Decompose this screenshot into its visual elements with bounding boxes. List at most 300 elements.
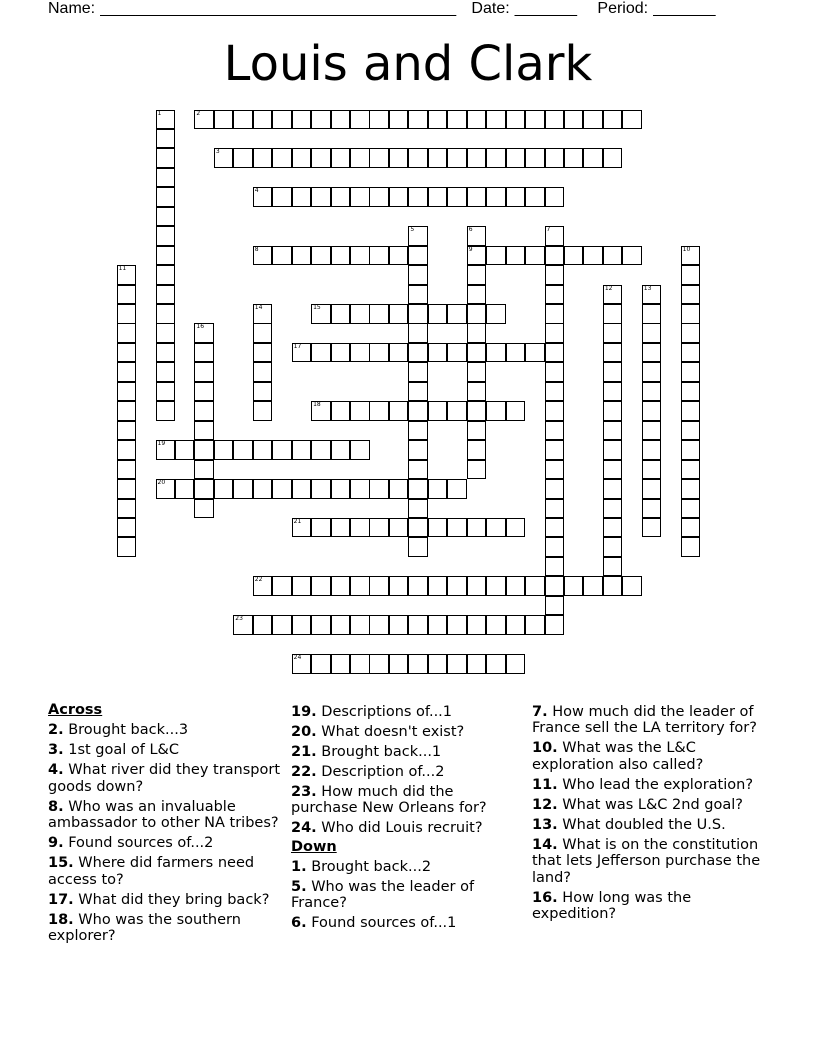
- grid-cell[interactable]: [603, 246, 623, 266]
- grid-cell[interactable]: [525, 343, 545, 363]
- grid-cell[interactable]: [467, 226, 487, 246]
- grid-cell[interactable]: [389, 401, 409, 421]
- grid-cell[interactable]: [486, 148, 506, 168]
- grid-cell[interactable]: [156, 343, 176, 363]
- grid-cell[interactable]: [175, 440, 195, 460]
- grid-cell[interactable]: [272, 148, 292, 168]
- grid-cell[interactable]: [253, 246, 273, 266]
- grid-cell[interactable]: [311, 401, 331, 421]
- grid-cell[interactable]: [214, 148, 234, 168]
- grid-cell[interactable]: [194, 323, 214, 343]
- grid-cell[interactable]: [408, 187, 428, 207]
- grid-cell[interactable]: [194, 110, 214, 130]
- grid-cell[interactable]: [467, 323, 487, 343]
- grid-cell[interactable]: [194, 421, 214, 441]
- grid-cell[interactable]: [545, 460, 565, 480]
- grid-cell[interactable]: [156, 323, 176, 343]
- grid-cell[interactable]: [603, 499, 623, 519]
- grid-cell[interactable]: [214, 110, 234, 130]
- grid-cell[interactable]: [408, 362, 428, 382]
- grid-cell[interactable]: [253, 615, 273, 635]
- grid-cell[interactable]: [545, 401, 565, 421]
- grid-cell[interactable]: [350, 148, 370, 168]
- grid-cell[interactable]: [545, 499, 565, 519]
- grid-cell[interactable]: [272, 479, 292, 499]
- grid-cell[interactable]: [350, 479, 370, 499]
- grid-cell[interactable]: [156, 148, 176, 168]
- grid-cell[interactable]: [408, 499, 428, 519]
- grid-cell[interactable]: [350, 246, 370, 266]
- grid-cell[interactable]: [117, 421, 137, 441]
- date-blank[interactable]: _______: [514, 0, 578, 17]
- grid-cell[interactable]: [272, 246, 292, 266]
- grid-cell[interactable]: [369, 304, 389, 324]
- grid-cell[interactable]: [486, 615, 506, 635]
- grid-cell[interactable]: [506, 401, 526, 421]
- grid-cell[interactable]: [525, 576, 545, 596]
- grid-cell[interactable]: [408, 285, 428, 305]
- grid-cell[interactable]: [428, 343, 448, 363]
- grid-cell[interactable]: [603, 285, 623, 305]
- grid-cell[interactable]: [603, 479, 623, 499]
- grid-cell[interactable]: [642, 343, 662, 363]
- grid-cell[interactable]: [253, 304, 273, 324]
- grid-cell[interactable]: [642, 518, 662, 538]
- grid-cell[interactable]: [467, 187, 487, 207]
- grid-cell[interactable]: [117, 518, 137, 538]
- grid-cell[interactable]: [117, 343, 137, 363]
- grid-cell[interactable]: [272, 110, 292, 130]
- grid-cell[interactable]: [642, 285, 662, 305]
- grid-cell[interactable]: [369, 246, 389, 266]
- grid-cell[interactable]: [525, 110, 545, 130]
- grid-cell[interactable]: [408, 460, 428, 480]
- grid-cell[interactable]: [194, 460, 214, 480]
- grid-cell[interactable]: [681, 343, 701, 363]
- grid-cell[interactable]: [369, 518, 389, 538]
- grid-cell[interactable]: [545, 382, 565, 402]
- grid-cell[interactable]: [447, 187, 467, 207]
- grid-cell[interactable]: [214, 440, 234, 460]
- grid-cell[interactable]: [467, 576, 487, 596]
- grid-cell[interactable]: [525, 246, 545, 266]
- grid-cell[interactable]: [194, 479, 214, 499]
- grid-cell[interactable]: [525, 148, 545, 168]
- grid-cell[interactable]: [428, 576, 448, 596]
- grid-cell[interactable]: [253, 362, 273, 382]
- grid-cell[interactable]: [350, 401, 370, 421]
- grid-cell[interactable]: [369, 654, 389, 674]
- grid-cell[interactable]: [428, 110, 448, 130]
- grid-cell[interactable]: [369, 110, 389, 130]
- grid-cell[interactable]: [408, 304, 428, 324]
- grid-cell[interactable]: [331, 401, 351, 421]
- grid-cell[interactable]: [545, 557, 565, 577]
- grid-cell[interactable]: [292, 440, 312, 460]
- grid-cell[interactable]: [389, 187, 409, 207]
- grid-cell[interactable]: [681, 499, 701, 519]
- grid-cell[interactable]: [681, 382, 701, 402]
- grid-cell[interactable]: [467, 343, 487, 363]
- grid-cell[interactable]: [447, 518, 467, 538]
- grid-cell[interactable]: [331, 110, 351, 130]
- grid-cell[interactable]: [253, 440, 273, 460]
- grid-cell[interactable]: [642, 304, 662, 324]
- grid-cell[interactable]: [194, 499, 214, 519]
- grid-cell[interactable]: [428, 304, 448, 324]
- grid-cell[interactable]: [467, 421, 487, 441]
- grid-cell[interactable]: [545, 596, 565, 616]
- grid-cell[interactable]: [408, 654, 428, 674]
- grid-cell[interactable]: [486, 304, 506, 324]
- grid-cell[interactable]: [564, 110, 584, 130]
- grid-cell[interactable]: [486, 654, 506, 674]
- grid-cell[interactable]: [506, 654, 526, 674]
- grid-cell[interactable]: [486, 187, 506, 207]
- grid-cell[interactable]: [156, 479, 176, 499]
- grid-cell[interactable]: [642, 460, 662, 480]
- grid-cell[interactable]: [214, 479, 234, 499]
- grid-cell[interactable]: [486, 110, 506, 130]
- grid-cell[interactable]: [467, 654, 487, 674]
- grid-cell[interactable]: [545, 187, 565, 207]
- grid-cell[interactable]: [642, 382, 662, 402]
- grid-cell[interactable]: [486, 576, 506, 596]
- grid-cell[interactable]: [389, 246, 409, 266]
- grid-cell[interactable]: [253, 576, 273, 596]
- grid-cell[interactable]: [583, 110, 603, 130]
- grid-cell[interactable]: [350, 343, 370, 363]
- grid-cell[interactable]: [156, 207, 176, 227]
- grid-cell[interactable]: [389, 576, 409, 596]
- grid-cell[interactable]: [117, 401, 137, 421]
- grid-cell[interactable]: [506, 148, 526, 168]
- grid-cell[interactable]: [681, 304, 701, 324]
- grid-cell[interactable]: [408, 343, 428, 363]
- grid-cell[interactable]: [545, 576, 565, 596]
- grid-cell[interactable]: [408, 323, 428, 343]
- grid-cell[interactable]: [428, 615, 448, 635]
- grid-cell[interactable]: [253, 148, 273, 168]
- grid-cell[interactable]: [253, 323, 273, 343]
- grid-cell[interactable]: [331, 615, 351, 635]
- grid-cell[interactable]: [506, 110, 526, 130]
- grid-cell[interactable]: [447, 401, 467, 421]
- grid-cell[interactable]: [467, 615, 487, 635]
- grid-cell[interactable]: [389, 615, 409, 635]
- grid-cell[interactable]: [681, 460, 701, 480]
- grid-cell[interactable]: [331, 343, 351, 363]
- grid-cell[interactable]: [603, 557, 623, 577]
- grid-cell[interactable]: [311, 343, 331, 363]
- period-blank[interactable]: _______: [653, 0, 716, 17]
- grid-cell[interactable]: [545, 148, 565, 168]
- grid-cell[interactable]: [545, 110, 565, 130]
- grid-cell[interactable]: [506, 246, 526, 266]
- grid-cell[interactable]: [603, 421, 623, 441]
- grid-cell[interactable]: [292, 518, 312, 538]
- grid-cell[interactable]: [447, 110, 467, 130]
- grid-cell[interactable]: [408, 440, 428, 460]
- grid-cell[interactable]: [194, 440, 214, 460]
- grid-cell[interactable]: [253, 401, 273, 421]
- grid-cell[interactable]: [253, 343, 273, 363]
- grid-cell[interactable]: [603, 382, 623, 402]
- grid-cell[interactable]: [156, 168, 176, 188]
- grid-cell[interactable]: [545, 304, 565, 324]
- grid-cell[interactable]: [156, 187, 176, 207]
- grid-cell[interactable]: [408, 246, 428, 266]
- grid-cell[interactable]: [369, 148, 389, 168]
- grid-cell[interactable]: [603, 401, 623, 421]
- grid-cell[interactable]: [253, 382, 273, 402]
- grid-cell[interactable]: [233, 615, 253, 635]
- grid-cell[interactable]: [681, 401, 701, 421]
- grid-cell[interactable]: [681, 421, 701, 441]
- grid-cell[interactable]: [389, 479, 409, 499]
- grid-cell[interactable]: [467, 362, 487, 382]
- grid-cell[interactable]: [545, 226, 565, 246]
- grid-cell[interactable]: [350, 440, 370, 460]
- grid-cell[interactable]: [642, 362, 662, 382]
- grid-cell[interactable]: [681, 537, 701, 557]
- grid-cell[interactable]: [545, 615, 565, 635]
- grid-cell[interactable]: [447, 148, 467, 168]
- grid-cell[interactable]: [389, 654, 409, 674]
- grid-cell[interactable]: [545, 479, 565, 499]
- grid-cell[interactable]: [603, 440, 623, 460]
- grid-cell[interactable]: [311, 440, 331, 460]
- grid-cell[interactable]: [525, 187, 545, 207]
- grid-cell[interactable]: [292, 343, 312, 363]
- grid-cell[interactable]: [408, 226, 428, 246]
- grid-cell[interactable]: [545, 246, 565, 266]
- grid-cell[interactable]: [603, 343, 623, 363]
- grid-cell[interactable]: [428, 401, 448, 421]
- grid-cell[interactable]: [447, 615, 467, 635]
- grid-cell[interactable]: [467, 148, 487, 168]
- grid-cell[interactable]: [311, 615, 331, 635]
- grid-cell[interactable]: [117, 499, 137, 519]
- grid-cell[interactable]: [642, 479, 662, 499]
- grid-cell[interactable]: [681, 323, 701, 343]
- grid-cell[interactable]: [117, 479, 137, 499]
- grid-cell[interactable]: [156, 382, 176, 402]
- grid-cell[interactable]: [233, 148, 253, 168]
- grid-cell[interactable]: [331, 518, 351, 538]
- grid-cell[interactable]: [642, 499, 662, 519]
- grid-cell[interactable]: [583, 576, 603, 596]
- grid-cell[interactable]: [253, 187, 273, 207]
- grid-cell[interactable]: [428, 518, 448, 538]
- grid-cell[interactable]: [194, 362, 214, 382]
- grid-cell[interactable]: [156, 129, 176, 149]
- grid-cell[interactable]: [408, 576, 428, 596]
- grid-cell[interactable]: [408, 401, 428, 421]
- grid-cell[interactable]: [486, 246, 506, 266]
- grid-cell[interactable]: [117, 323, 137, 343]
- grid-cell[interactable]: [117, 460, 137, 480]
- grid-cell[interactable]: [350, 654, 370, 674]
- grid-cell[interactable]: [681, 265, 701, 285]
- grid-cell[interactable]: [331, 479, 351, 499]
- grid-cell[interactable]: [642, 421, 662, 441]
- grid-cell[interactable]: [117, 440, 137, 460]
- grid-cell[interactable]: [545, 323, 565, 343]
- grid-cell[interactable]: [428, 187, 448, 207]
- grid-cell[interactable]: [603, 460, 623, 480]
- grid-cell[interactable]: [369, 479, 389, 499]
- grid-cell[interactable]: [292, 148, 312, 168]
- grid-cell[interactable]: [156, 285, 176, 305]
- grid-cell[interactable]: [545, 362, 565, 382]
- grid-cell[interactable]: [194, 401, 214, 421]
- grid-cell[interactable]: [117, 382, 137, 402]
- grid-cell[interactable]: [350, 304, 370, 324]
- grid-cell[interactable]: [467, 265, 487, 285]
- grid-cell[interactable]: [603, 576, 623, 596]
- grid-cell[interactable]: [603, 362, 623, 382]
- grid-cell[interactable]: [369, 615, 389, 635]
- grid-cell[interactable]: [156, 110, 176, 130]
- grid-cell[interactable]: [467, 518, 487, 538]
- grid-cell[interactable]: [408, 265, 428, 285]
- grid-cell[interactable]: [467, 460, 487, 480]
- grid-cell[interactable]: [331, 246, 351, 266]
- grid-cell[interactable]: [311, 304, 331, 324]
- grid-cell[interactable]: [331, 304, 351, 324]
- grid-cell[interactable]: [545, 343, 565, 363]
- grid-cell[interactable]: [292, 246, 312, 266]
- grid-cell[interactable]: [311, 187, 331, 207]
- grid-cell[interactable]: [156, 401, 176, 421]
- grid-cell[interactable]: [156, 226, 176, 246]
- grid-cell[interactable]: [642, 440, 662, 460]
- grid-cell[interactable]: [389, 110, 409, 130]
- grid-cell[interactable]: [467, 285, 487, 305]
- grid-cell[interactable]: [506, 187, 526, 207]
- grid-cell[interactable]: [506, 518, 526, 538]
- grid-cell[interactable]: [117, 304, 137, 324]
- grid-cell[interactable]: [428, 148, 448, 168]
- grid-cell[interactable]: [292, 654, 312, 674]
- grid-cell[interactable]: [117, 537, 137, 557]
- grid-cell[interactable]: [156, 304, 176, 324]
- grid-cell[interactable]: [525, 615, 545, 635]
- grid-cell[interactable]: [272, 440, 292, 460]
- grid-cell[interactable]: [233, 440, 253, 460]
- grid-cell[interactable]: [292, 576, 312, 596]
- grid-cell[interactable]: [117, 285, 137, 305]
- grid-cell[interactable]: [369, 401, 389, 421]
- grid-cell[interactable]: [253, 110, 273, 130]
- grid-cell[interactable]: [350, 518, 370, 538]
- grid-cell[interactable]: [467, 401, 487, 421]
- grid-cell[interactable]: [583, 148, 603, 168]
- grid-cell[interactable]: [681, 479, 701, 499]
- grid-cell[interactable]: [583, 246, 603, 266]
- grid-cell[interactable]: [408, 615, 428, 635]
- grid-cell[interactable]: [681, 246, 701, 266]
- grid-cell[interactable]: [156, 362, 176, 382]
- grid-cell[interactable]: [603, 518, 623, 538]
- grid-cell[interactable]: [117, 362, 137, 382]
- grid-cell[interactable]: [447, 343, 467, 363]
- grid-cell[interactable]: [467, 440, 487, 460]
- grid-cell[interactable]: [350, 187, 370, 207]
- grid-cell[interactable]: [486, 401, 506, 421]
- grid-cell[interactable]: [603, 148, 623, 168]
- grid-cell[interactable]: [545, 421, 565, 441]
- grid-cell[interactable]: [428, 654, 448, 674]
- grid-cell[interactable]: [350, 576, 370, 596]
- grid-cell[interactable]: [194, 343, 214, 363]
- grid-cell[interactable]: [681, 362, 701, 382]
- grid-cell[interactable]: [681, 518, 701, 538]
- grid-cell[interactable]: [506, 615, 526, 635]
- grid-cell[interactable]: [545, 440, 565, 460]
- grid-cell[interactable]: [311, 576, 331, 596]
- grid-cell[interactable]: [311, 479, 331, 499]
- grid-cell[interactable]: [603, 110, 623, 130]
- grid-cell[interactable]: [564, 246, 584, 266]
- grid-cell[interactable]: [331, 148, 351, 168]
- grid-cell[interactable]: [272, 187, 292, 207]
- grid-cell[interactable]: [408, 479, 428, 499]
- grid-cell[interactable]: [506, 576, 526, 596]
- grid-cell[interactable]: [311, 654, 331, 674]
- grid-cell[interactable]: [331, 654, 351, 674]
- grid-cell[interactable]: [350, 615, 370, 635]
- grid-cell[interactable]: [156, 265, 176, 285]
- grid-cell[interactable]: [603, 323, 623, 343]
- grid-cell[interactable]: [447, 479, 467, 499]
- grid-cell[interactable]: [622, 110, 642, 130]
- grid-cell[interactable]: [331, 187, 351, 207]
- grid-cell[interactable]: [486, 518, 506, 538]
- grid-cell[interactable]: [156, 440, 176, 460]
- grid-cell[interactable]: [681, 440, 701, 460]
- grid-cell[interactable]: [331, 440, 351, 460]
- grid-cell[interactable]: [389, 304, 409, 324]
- grid-cell[interactable]: [467, 304, 487, 324]
- grid-cell[interactable]: [408, 537, 428, 557]
- grid-cell[interactable]: [467, 110, 487, 130]
- grid-cell[interactable]: [369, 576, 389, 596]
- grid-cell[interactable]: [272, 615, 292, 635]
- grid-cell[interactable]: [681, 285, 701, 305]
- grid-cell[interactable]: [194, 382, 214, 402]
- grid-cell[interactable]: [117, 265, 137, 285]
- grid-cell[interactable]: [408, 421, 428, 441]
- grid-cell[interactable]: [467, 382, 487, 402]
- grid-cell[interactable]: [603, 304, 623, 324]
- grid-cell[interactable]: [311, 148, 331, 168]
- grid-cell[interactable]: [408, 382, 428, 402]
- grid-cell[interactable]: [253, 479, 273, 499]
- grid-cell[interactable]: [545, 518, 565, 538]
- grid-cell[interactable]: [545, 285, 565, 305]
- grid-cell[interactable]: [467, 246, 487, 266]
- grid-cell[interactable]: [428, 479, 448, 499]
- grid-cell[interactable]: [389, 518, 409, 538]
- grid-cell[interactable]: [272, 576, 292, 596]
- grid-cell[interactable]: [292, 110, 312, 130]
- grid-cell[interactable]: [389, 343, 409, 363]
- grid-cell[interactable]: [642, 401, 662, 421]
- grid-cell[interactable]: [233, 479, 253, 499]
- grid-cell[interactable]: [622, 246, 642, 266]
